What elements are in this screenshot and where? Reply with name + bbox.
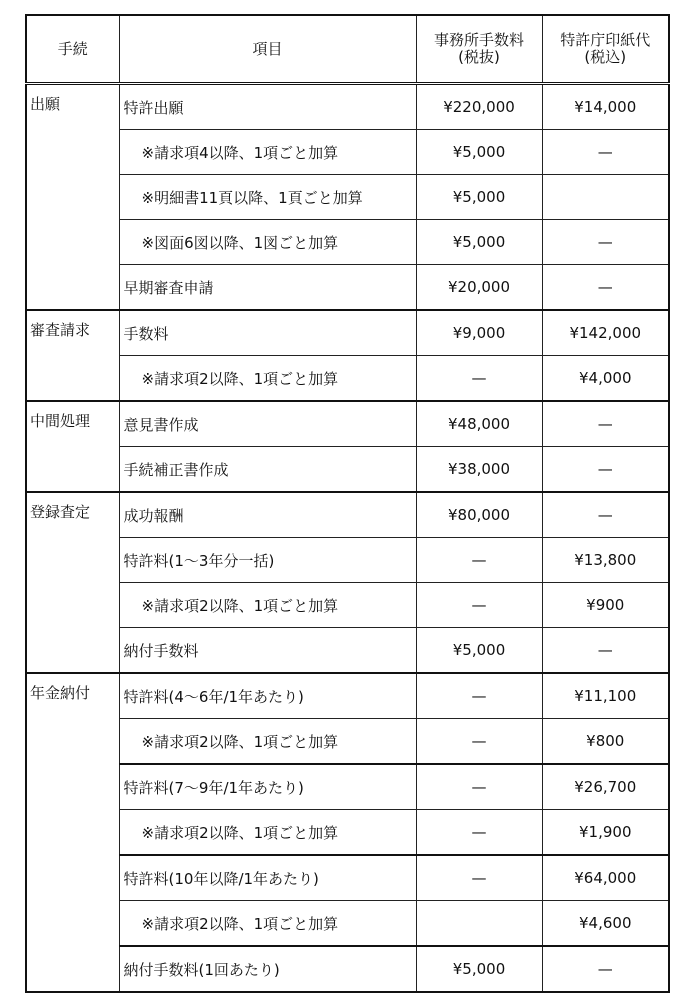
stamp-fee-cell: ¥142,000 (542, 310, 669, 356)
header-item: 項目 (119, 15, 416, 84)
procedure-cell: 年金納付 (26, 673, 119, 992)
header-office-fee (416, 15, 542, 84)
item-cell: 手続補正書作成 (119, 447, 416, 493)
header-office-fee-line2: (税抜) (458, 48, 500, 66)
table-row (26, 265, 669, 311)
procedure-cell: 登録査定 (26, 492, 119, 673)
fee-group (26, 401, 669, 492)
office-fee-cell (416, 901, 542, 947)
office-fee-cell: ¥5,000 (416, 130, 542, 175)
stamp-fee-cell: — (542, 401, 669, 447)
item-cell: 成功報酬 (119, 492, 416, 538)
item-cell: 特許料(4〜6年/1年あたり) (119, 673, 416, 719)
header-procedure: 手続 (26, 15, 119, 84)
fee-table (25, 14, 670, 993)
item-cell: 特許料(1〜3年分一括) (119, 538, 416, 583)
stamp-fee-cell: ¥26,700 (542, 764, 669, 810)
table-row (26, 310, 669, 356)
stamp-fee-cell: ¥4,600 (542, 901, 669, 947)
table-row (26, 628, 669, 674)
header-stamp-fee-line2: (税込) (584, 48, 627, 66)
header-stamp-fee-line1: 特許庁印紙代 (560, 31, 651, 49)
item-cell: 納付手数料 (119, 628, 416, 674)
fee-table-header (26, 15, 669, 84)
office-fee-cell: ¥9,000 (416, 310, 542, 356)
fee-group (26, 84, 669, 311)
stamp-fee-cell: ¥4,000 (542, 356, 669, 402)
office-fee-cell: ¥80,000 (416, 492, 542, 538)
stamp-fee-cell: ¥13,800 (542, 538, 669, 583)
table-row (26, 447, 669, 493)
item-cell: ※図面6図以降、1図ごと加算 (119, 220, 416, 265)
item-cell: ※請求項2以降、1項ごと加算 (119, 901, 416, 947)
table-row (26, 84, 669, 130)
stamp-fee-cell: — (542, 447, 669, 493)
stamp-fee-cell: — (542, 130, 669, 175)
table-row (26, 538, 669, 583)
stamp-fee-cell: ¥64,000 (542, 855, 669, 901)
stamp-fee-cell: ¥14,000 (542, 84, 669, 130)
office-fee-cell: — (416, 764, 542, 810)
stamp-fee-cell: — (542, 946, 669, 992)
item-cell: 手数料 (119, 310, 416, 356)
stamp-fee-cell: — (542, 492, 669, 538)
stamp-fee-cell: — (542, 265, 669, 311)
office-fee-cell: ¥20,000 (416, 265, 542, 311)
office-fee-cell: — (416, 583, 542, 628)
office-fee-cell: ¥5,000 (416, 946, 542, 992)
office-fee-cell: ¥38,000 (416, 447, 542, 493)
fee-group (26, 310, 669, 401)
table-row (26, 220, 669, 265)
office-fee-cell: — (416, 356, 542, 402)
item-cell: 意見書作成 (119, 401, 416, 447)
fee-group (26, 492, 669, 673)
item-cell: ※明細書11頁以降、1頁ごと加算 (119, 175, 416, 220)
table-row (26, 719, 669, 765)
table-row (26, 673, 669, 719)
item-cell: ※請求項2以降、1項ごと加算 (119, 810, 416, 856)
table-row (26, 583, 669, 628)
office-fee-cell: ¥48,000 (416, 401, 542, 447)
item-cell: 納付手数料(1回あたり) (119, 946, 416, 992)
item-cell: 特許料(7〜9年/1年あたり) (119, 764, 416, 810)
stamp-fee-cell: — (542, 628, 669, 674)
office-fee-cell: — (416, 810, 542, 856)
stamp-fee-cell: ¥900 (542, 583, 669, 628)
table-row (26, 810, 669, 856)
stamp-fee-cell: — (542, 220, 669, 265)
table-row (26, 175, 669, 220)
office-fee-cell: — (416, 855, 542, 901)
office-fee-cell: — (416, 538, 542, 583)
fee-group (26, 673, 669, 992)
office-fee-cell: ¥5,000 (416, 220, 542, 265)
header-stamp-fee (542, 15, 669, 84)
item-cell: ※請求項2以降、1項ごと加算 (119, 719, 416, 765)
table-row (26, 130, 669, 175)
item-cell: ※請求項4以降、1項ごと加算 (119, 130, 416, 175)
item-cell: ※請求項2以降、1項ごと加算 (119, 356, 416, 402)
item-cell: 特許料(10年以降/1年あたり) (119, 855, 416, 901)
office-fee-cell: ¥5,000 (416, 628, 542, 674)
stamp-fee-cell: ¥1,900 (542, 810, 669, 856)
header-office-fee-line1: 事務所手数料 (433, 31, 524, 49)
office-fee-cell: — (416, 673, 542, 719)
item-cell: 特許出願 (119, 84, 416, 130)
table-row (26, 492, 669, 538)
table-row (26, 356, 669, 402)
table-row (26, 946, 669, 992)
procedure-cell: 審査請求 (26, 310, 119, 401)
office-fee-cell: — (416, 719, 542, 765)
office-fee-cell: ¥220,000 (416, 84, 542, 130)
office-fee-cell: ¥5,000 (416, 175, 542, 220)
table-row (26, 901, 669, 947)
procedure-cell: 出願 (26, 84, 119, 311)
stamp-fee-cell (542, 175, 669, 220)
stamp-fee-cell: ¥800 (542, 719, 669, 765)
table-row (26, 855, 669, 901)
table-row (26, 764, 669, 810)
item-cell: 早期審査申請 (119, 265, 416, 311)
table-row (26, 401, 669, 447)
procedure-cell: 中間処理 (26, 401, 119, 492)
item-cell: ※請求項2以降、1項ごと加算 (119, 583, 416, 628)
stamp-fee-cell: ¥11,100 (542, 673, 669, 719)
